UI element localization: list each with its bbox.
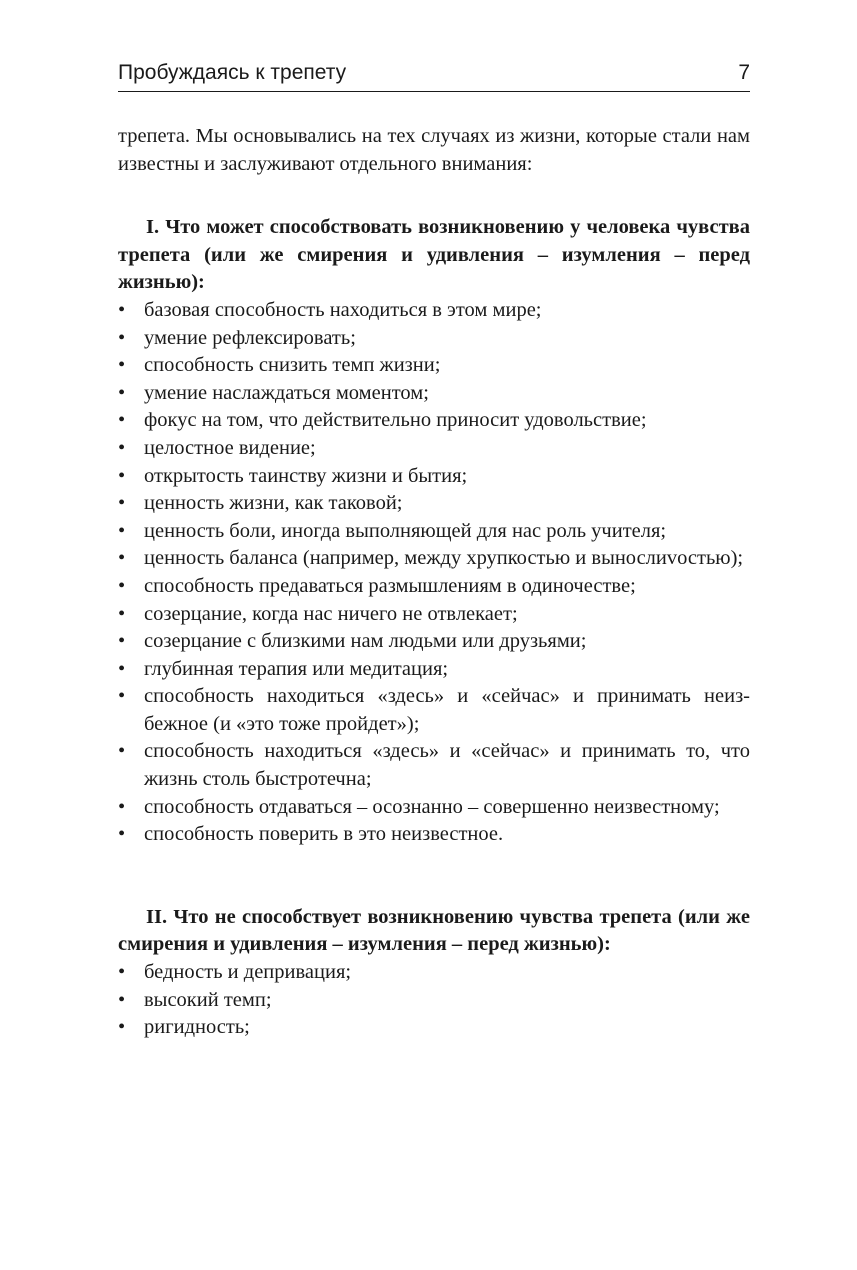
list-item <box>118 601 750 629</box>
list-item-text: способность отдаваться – осознанно – совершенно неизвестному; <box>144 795 720 818</box>
bullet-icon: • <box>118 602 126 625</box>
list-item <box>118 821 750 849</box>
bullet-icon: • <box>118 685 126 708</box>
list-item-text: способность снизить темп жизни; <box>144 354 441 377</box>
list-item-text: созерцание, когда нас ничего не отвлекает; <box>144 602 518 625</box>
bullet-icon: • <box>118 574 126 597</box>
intro-paragraph: трепета. Мы основывались на тех случаях из жизни, которые стали нам известны и заслуживают отдельного внимания: <box>118 125 750 175</box>
bullet-icon: • <box>118 298 126 321</box>
list-item <box>118 545 750 573</box>
list-item-text: созерцание с близкими нам людьми или друзьями; <box>144 630 587 653</box>
list-item-text: глубинная терапия или медитация; <box>144 657 449 680</box>
list-item-text: способность поверить в это неизвестное. <box>144 823 504 846</box>
bullet-icon: • <box>118 961 126 984</box>
list-item <box>118 490 750 518</box>
list-item-text: ценность баланса (например, между хрупкостью и вынослиvостью); <box>144 547 744 570</box>
list-item <box>118 463 750 491</box>
section-1-heading: I. Что может способствовать возникновению у человека чувства трепета (или же смирения и удивления – изумления – перед жизнью): <box>118 216 750 294</box>
section-2-list <box>118 959 750 1042</box>
book-page <box>118 60 750 1042</box>
page-number: 7 <box>738 61 750 84</box>
list-item-text: высокий темп; <box>144 988 272 1011</box>
list-item <box>118 352 750 380</box>
list-item <box>118 683 750 738</box>
bullet-icon: • <box>118 409 126 432</box>
list-item-text: ценность боли, иногда выполняющей для нас роль учителя; <box>144 519 667 542</box>
bullet-icon: • <box>118 795 126 818</box>
list-item <box>118 794 750 822</box>
bullet-icon: • <box>118 740 126 763</box>
list-item-text: базовая способность находиться в этом мире; <box>144 298 542 321</box>
list-item <box>118 987 750 1015</box>
list-item <box>118 628 750 656</box>
bullet-icon: • <box>118 519 126 542</box>
bullet-icon: • <box>118 657 126 680</box>
list-item-text: ценность жизни, как таковой; <box>144 492 403 515</box>
bullet-icon: • <box>118 381 126 404</box>
list-item <box>118 518 750 546</box>
list-item-text: способность находиться «здесь» и «сейчас» и принимать неизбежное (и «это тоже пройдет»); <box>144 685 750 735</box>
bullet-icon: • <box>118 988 126 1011</box>
bullet-icon: • <box>118 326 126 349</box>
bullet-icon: • <box>118 354 126 377</box>
list-item <box>118 738 750 793</box>
list-item-text: ригидность; <box>144 1016 250 1039</box>
bullet-icon: • <box>118 464 126 487</box>
list-item-text: фокус на том, что действительно приносит удовольствие; <box>144 409 647 432</box>
list-item <box>118 325 750 353</box>
bullet-icon: • <box>118 823 126 846</box>
list-item <box>118 656 750 684</box>
section-2-heading: II. Что не способствует возникновению чувства трепета (или же смирения и удивления – изумления – перед жизнью): <box>118 905 750 956</box>
running-head <box>118 60 750 92</box>
list-item-text: умение наслаждаться моментом; <box>144 381 429 404</box>
bullet-icon: • <box>118 492 126 515</box>
bullet-icon: • <box>118 547 126 570</box>
list-item <box>118 1014 750 1042</box>
list-item-text: способность находиться «здесь» и «сейчас» и принимать то, что жизнь столь быстротечна; <box>144 740 750 791</box>
page-body <box>118 123 750 1042</box>
list-item <box>118 297 750 325</box>
list-item-text: открытость таинству жизни и бытия; <box>144 464 468 487</box>
list-item-text: целостное видение; <box>144 436 316 459</box>
bullet-icon: • <box>118 1016 126 1039</box>
list-item <box>118 573 750 601</box>
list-item-text: умение рефлексировать; <box>144 326 356 349</box>
running-head-title: Пробуждаясь к трепету <box>118 61 347 84</box>
list-item <box>118 407 750 435</box>
list-item <box>118 959 750 987</box>
bullet-icon: • <box>118 630 126 653</box>
list-item-text: способность предаваться размышлениям в одиночестве; <box>144 574 636 597</box>
list-item <box>118 380 750 408</box>
section-1-list <box>118 297 750 849</box>
list-item-text: бедность и депривация; <box>144 961 352 984</box>
bullet-icon: • <box>118 436 126 459</box>
list-item <box>118 435 750 463</box>
